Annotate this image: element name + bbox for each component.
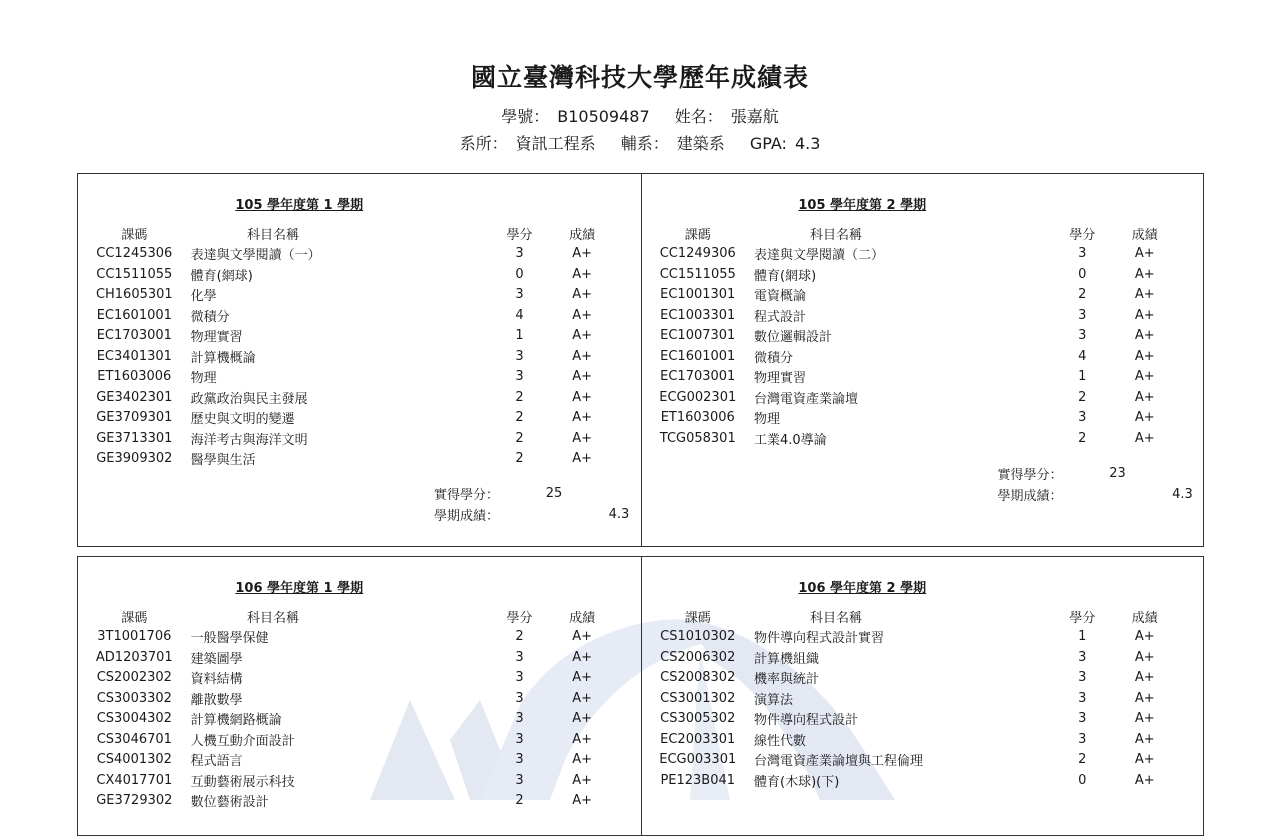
table-header-row [642, 606, 1204, 627]
course-code: EC3401301 [96, 348, 172, 364]
table-row [642, 326, 1204, 347]
course-code: CS2002302 [96, 670, 172, 686]
earned-credits-row [998, 463, 1243, 484]
course-grade: A+ [1134, 348, 1155, 364]
column-header-credits: 學分 [1069, 610, 1096, 626]
semester-row-105 [77, 173, 1204, 547]
semester-panel [78, 557, 641, 835]
course-grade: A+ [572, 246, 593, 262]
course-grade: A+ [572, 793, 593, 809]
column-header-credits: 學分 [1069, 227, 1096, 243]
course-credits: 1 [515, 328, 524, 344]
course-code: CS3003302 [96, 690, 172, 706]
course-name: 人機互動介面設計 [190, 733, 295, 749]
course-code: ET1603006 [660, 410, 735, 426]
dept-value: 資訊工程系 [515, 134, 596, 153]
course-grade: A+ [572, 649, 593, 665]
course-credits: 2 [1078, 430, 1087, 446]
course-code: CC1511055 [96, 266, 173, 282]
course-grade: A+ [572, 772, 593, 788]
course-credits: 3 [1078, 670, 1087, 686]
course-grade: A+ [572, 731, 593, 747]
column-header-code: 課碼 [121, 610, 148, 626]
course-code: TCG058301 [659, 430, 736, 446]
course-code: GE3709301 [96, 410, 173, 426]
table-row [642, 367, 1204, 388]
course-grade: A+ [572, 369, 593, 385]
course-code: GE3729302 [96, 793, 173, 809]
course-grade: A+ [1134, 369, 1155, 385]
course-grade: A+ [572, 752, 593, 768]
course-grade: A+ [572, 266, 593, 282]
course-name: 物理 [190, 371, 217, 387]
course-name: 程式語言 [190, 754, 243, 770]
course-credits: 0 [1078, 266, 1087, 282]
column-header-credits: 學分 [506, 227, 533, 243]
course-grade: A+ [1134, 629, 1155, 645]
table-row [78, 285, 641, 306]
course-name: 台灣電資產業論壇與工程倫理 [754, 754, 924, 770]
column-header-grade: 成績 [569, 610, 596, 626]
course-code: 3T1001706 [97, 629, 172, 645]
course-credits: 2 [1078, 287, 1087, 303]
course-code: EC2003301 [660, 731, 736, 747]
course-name: 醫學與生活 [190, 453, 256, 469]
table-row [78, 244, 641, 265]
name-label: 姓名： [674, 107, 723, 126]
course-credits: 1 [1078, 629, 1087, 645]
table-row [642, 264, 1204, 285]
course-code: GE3402301 [96, 389, 173, 405]
table-row [642, 627, 1204, 648]
course-grade: A+ [1134, 731, 1155, 747]
course-code: ET1603006 [97, 369, 172, 385]
table-row [642, 387, 1204, 408]
course-credits: 3 [515, 731, 524, 747]
course-credits: 2 [515, 793, 524, 809]
course-name: 海洋考古與海洋文明 [190, 432, 308, 448]
course-grade: A+ [1134, 266, 1155, 282]
table-row [642, 244, 1204, 265]
course-name: 微積分 [754, 350, 794, 366]
semester-row-106 [77, 556, 1204, 836]
course-name: 電資概論 [754, 289, 807, 305]
earned-credits-value: 25 [545, 486, 563, 501]
course-credits: 3 [1078, 711, 1087, 727]
term-grade-value: 4.3 [608, 507, 630, 522]
course-table [78, 606, 641, 811]
dept-label: 系所： [459, 134, 508, 153]
course-name: 化學 [190, 289, 217, 305]
course-grade: A+ [1134, 430, 1155, 446]
course-grade: A+ [1134, 690, 1155, 706]
table-row [78, 428, 641, 449]
course-code: EC1003301 [660, 307, 736, 323]
table-row [78, 688, 641, 709]
course-code: ECG002301 [659, 389, 737, 405]
course-grade: A+ [1134, 772, 1155, 788]
course-name: 演算法 [754, 692, 794, 708]
course-credits: 2 [515, 629, 524, 645]
course-credits: 3 [515, 348, 524, 364]
course-name: 物件導向程式設計實習 [754, 631, 885, 647]
table-row [642, 305, 1204, 326]
course-grade: A+ [1134, 307, 1155, 323]
table-row [642, 285, 1204, 306]
course-grade: A+ [572, 430, 593, 446]
gpa-value: 4.3 [794, 134, 821, 153]
course-name: 表達與文學閱讀（二） [754, 248, 885, 264]
table-row [78, 346, 641, 367]
course-name: 物件導向程式設計 [754, 713, 859, 729]
course-credits: 4 [1078, 348, 1087, 364]
course-grade: A+ [1134, 649, 1155, 665]
course-grade: A+ [572, 670, 593, 686]
column-header-code: 課碼 [684, 227, 711, 243]
term-grade-row [998, 484, 1243, 505]
course-name: 數位藝術設計 [190, 795, 269, 811]
course-code: CX4017701 [96, 772, 173, 788]
course-credits: 3 [1078, 246, 1087, 262]
table-row [78, 387, 641, 408]
course-name: 計算機網路概論 [190, 713, 282, 729]
course-credits: 0 [515, 266, 524, 282]
course-code: EC1007301 [660, 328, 736, 344]
course-credits: 3 [515, 246, 524, 262]
course-code: ECG003301 [659, 752, 737, 768]
course-grade: A+ [572, 690, 593, 706]
course-name: 計算機組織 [754, 651, 820, 667]
table-row [642, 346, 1204, 367]
course-grade: A+ [572, 287, 593, 303]
course-name: 資料結構 [190, 672, 243, 688]
course-name: 一般醫學保健 [190, 631, 269, 647]
course-name: 機率與統計 [754, 672, 820, 688]
course-grade: A+ [572, 328, 593, 344]
course-credits: 3 [515, 690, 524, 706]
table-row [78, 709, 641, 730]
course-table [78, 223, 641, 469]
student-name: 張嘉航 [730, 107, 779, 126]
course-credits: 3 [515, 369, 524, 385]
course-grade: A+ [1134, 389, 1155, 405]
course-name: 工業4.0導論 [754, 432, 827, 448]
table-row [642, 709, 1204, 730]
table-row [78, 326, 641, 347]
table-row [78, 264, 641, 285]
course-credits: 3 [515, 649, 524, 665]
column-header-grade: 成績 [1131, 610, 1158, 626]
table-row [78, 770, 641, 791]
course-name: 政黨政治與民主發展 [190, 391, 308, 407]
course-code: CS3004302 [96, 711, 172, 727]
table-row [642, 668, 1204, 689]
course-grade: A+ [1134, 752, 1155, 768]
table-row [642, 428, 1204, 449]
course-code: CH1605301 [95, 287, 173, 303]
course-credits: 2 [515, 430, 524, 446]
course-code: CS1010302 [660, 629, 736, 645]
course-code: AD1203701 [95, 649, 173, 665]
table-row [78, 668, 641, 689]
term-grade-value: 4.3 [1172, 486, 1193, 502]
course-name: 台灣電資產業論壇 [754, 391, 859, 407]
course-code: GE3713301 [96, 430, 173, 446]
earned-credits-label: 實得學分： [997, 467, 1063, 483]
course-code: CS3001302 [660, 690, 736, 706]
course-code: PE123B041 [660, 772, 736, 788]
course-code: CC1249306 [659, 246, 736, 262]
course-name: 體育(網球) [754, 268, 817, 284]
semester-title: 106 學年度第 2 學期 [798, 581, 927, 596]
table-row [78, 408, 641, 429]
term-grade-label: 學期成績： [434, 509, 500, 524]
course-grade: A+ [572, 711, 593, 727]
course-name: 體育(木球)(下) [754, 774, 840, 790]
semester-panel [641, 557, 1204, 835]
table-row [78, 647, 641, 668]
semester-summary [998, 463, 1243, 505]
course-code: EC1703001 [660, 369, 736, 385]
course-grade: A+ [1134, 246, 1155, 262]
course-grade: A+ [1134, 711, 1155, 727]
course-grade: A+ [572, 348, 593, 364]
course-credits: 3 [1078, 328, 1087, 344]
earned-credits-value: 23 [1109, 465, 1126, 481]
table-row [78, 729, 641, 750]
minor-label: 輔系： [620, 134, 669, 153]
course-name: 數位邏輯設計 [754, 330, 833, 346]
column-header-code: 課碼 [121, 227, 148, 243]
gpa-label: GPA: [749, 134, 787, 153]
course-name: 體育(網球) [190, 268, 253, 284]
course-name: 互動藝術展示科技 [190, 774, 295, 790]
course-code: CS2006302 [660, 649, 736, 665]
course-grade: A+ [1134, 287, 1155, 303]
course-credits: 3 [1078, 649, 1087, 665]
table-row [78, 627, 641, 648]
table-row [642, 729, 1204, 750]
semester-title: 105 學年度第 2 學期 [798, 198, 927, 213]
term-grade-label: 學期成績： [997, 488, 1063, 504]
course-credits: 2 [515, 410, 524, 426]
column-header-credits: 學分 [506, 610, 533, 626]
course-grade: A+ [572, 307, 593, 323]
table-row [642, 688, 1204, 709]
student-info-line [0, 104, 1280, 127]
course-name: 離散數學 [190, 692, 243, 708]
course-credits: 3 [1078, 410, 1087, 426]
course-grade: A+ [1134, 670, 1155, 686]
table-row [642, 770, 1204, 791]
table-header-row [642, 223, 1204, 244]
course-credits: 3 [515, 711, 524, 727]
earned-credits-label: 實得學分： [434, 488, 500, 503]
minor-value: 建築系 [676, 134, 725, 153]
course-credits: 1 [1078, 369, 1087, 385]
column-header-name: 科目名稱 [246, 610, 299, 626]
course-credits: 0 [1078, 772, 1087, 788]
course-code: CS2008302 [660, 670, 736, 686]
course-name: 計算機概論 [190, 350, 256, 366]
course-credits: 3 [1078, 731, 1087, 747]
course-credits: 3 [515, 772, 524, 788]
student-id: B10509487 [557, 107, 650, 126]
course-grade: A+ [572, 451, 593, 467]
table-row [78, 449, 641, 470]
course-grade: A+ [1134, 410, 1155, 426]
table-row [78, 305, 641, 326]
semester-panel [641, 174, 1204, 546]
column-header-code: 課碼 [684, 610, 711, 626]
table-header-row [78, 606, 641, 627]
course-name: 物理實習 [754, 371, 807, 387]
semester-panel [78, 174, 641, 546]
course-grade: A+ [572, 629, 593, 645]
course-code: CS4001302 [96, 752, 172, 768]
course-credits: 3 [515, 670, 524, 686]
column-header-grade: 成績 [1131, 227, 1158, 243]
table-row [78, 367, 641, 388]
column-header-grade: 成績 [569, 227, 596, 243]
course-grade: A+ [572, 410, 593, 426]
table-row [642, 750, 1204, 771]
course-grade: A+ [572, 389, 593, 405]
course-name: 歷史與文明的變遷 [190, 412, 295, 428]
course-credits: 3 [515, 287, 524, 303]
department-info-line [0, 131, 1280, 154]
course-name: 物理實習 [190, 330, 243, 346]
semester-title: 106 學年度第 1 學期 [235, 581, 364, 596]
table-row [642, 408, 1204, 429]
course-name: 建築圖學 [190, 651, 243, 667]
course-name: 程式設計 [754, 309, 807, 325]
table-row [642, 647, 1204, 668]
course-code: EC1601001 [96, 307, 172, 323]
table-row [78, 750, 641, 771]
course-credits: 4 [515, 307, 524, 323]
course-name: 物理 [754, 412, 781, 428]
course-code: EC1703001 [96, 328, 172, 344]
semester-title: 105 學年度第 1 學期 [235, 198, 364, 213]
course-credits: 2 [515, 389, 524, 405]
column-header-name: 科目名稱 [246, 227, 299, 243]
course-credits: 2 [1078, 389, 1087, 405]
course-code: EC1001301 [660, 287, 736, 303]
course-code: CS3046701 [96, 731, 172, 747]
course-name: 表達與文學閱讀（一） [190, 248, 321, 264]
table-row [78, 791, 641, 812]
document-title: 國立臺灣科技大學歷年成績表 [470, 63, 809, 92]
course-name: 微積分 [190, 309, 230, 325]
column-header-name: 科目名稱 [810, 227, 863, 243]
table-header-row [78, 223, 641, 244]
course-table [642, 606, 1204, 791]
course-name: 線性代數 [754, 733, 807, 749]
course-code: EC1601001 [660, 348, 736, 364]
column-header-name: 科目名稱 [810, 610, 863, 626]
student-id-label: 學號： [501, 107, 550, 126]
course-credits: 2 [515, 451, 524, 467]
course-credits: 3 [1078, 690, 1087, 706]
course-code: CC1511055 [659, 266, 736, 282]
course-grade: A+ [1134, 328, 1155, 344]
course-table [642, 223, 1204, 449]
course-credits: 2 [1078, 752, 1087, 768]
course-code: CS3005302 [660, 711, 736, 727]
course-code: GE3909302 [96, 451, 173, 467]
course-code: CC1245306 [96, 246, 173, 262]
course-credits: 3 [515, 752, 524, 768]
course-credits: 3 [1078, 307, 1087, 323]
